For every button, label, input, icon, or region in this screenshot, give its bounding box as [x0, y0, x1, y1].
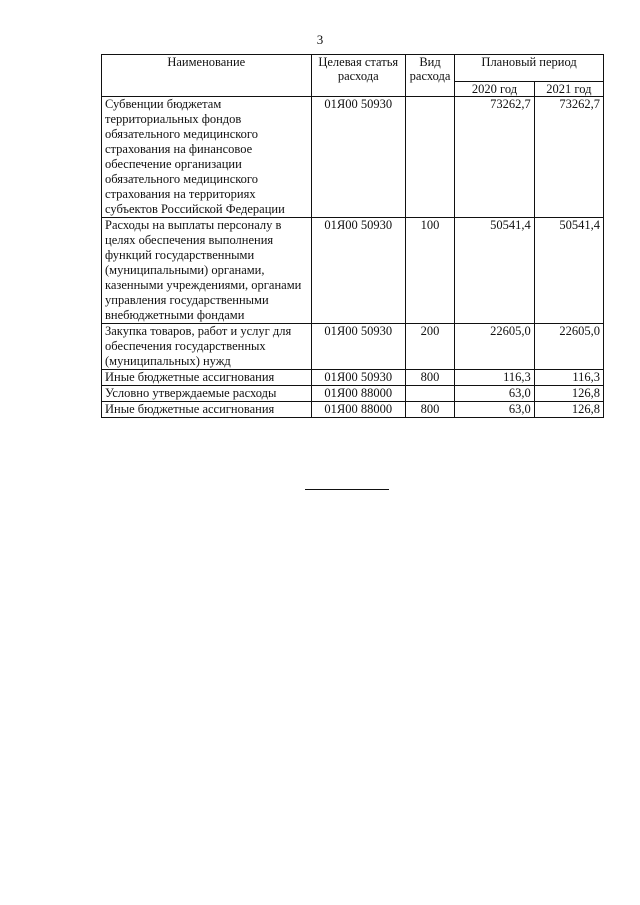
header-year-2020: 2020 год [455, 82, 535, 97]
row-code: 01Я00 88000 [311, 386, 405, 402]
row-code: 01Я00 50930 [311, 324, 405, 370]
table-row [102, 97, 604, 218]
row-kind: 200 [405, 324, 454, 370]
row-kind: 800 [405, 402, 454, 418]
table-row [102, 386, 604, 402]
row-value-2020: 22605,0 [455, 324, 535, 370]
row-code: 01Я00 88000 [311, 402, 405, 418]
row-value-2021: 116,3 [534, 370, 603, 386]
budget-table [101, 54, 604, 418]
row-value-2020: 63,0 [455, 386, 535, 402]
header-period: Плановый период [455, 55, 604, 82]
row-code: 01Я00 50930 [311, 97, 405, 218]
row-value-2020: 50541,4 [455, 218, 535, 324]
row-value-2021: 126,8 [534, 402, 603, 418]
table-row [102, 324, 604, 370]
header-year-2021: 2021 год [534, 82, 603, 97]
row-value-2020: 73262,7 [455, 97, 535, 218]
table-row [102, 218, 604, 324]
row-kind [405, 386, 454, 402]
header-kind: Вид расхода [405, 55, 454, 97]
row-name: Расходы на выплаты персоналу в целях обеспечения выполнения функций государственными (муниципальными) органами, казенными учреждениями, органами управления государственными внебюджетными фондами [102, 218, 312, 324]
header-name: Наименование [102, 55, 312, 97]
end-divider-line [305, 489, 389, 490]
row-code: 01Я00 50930 [311, 218, 405, 324]
row-kind: 100 [405, 218, 454, 324]
table-row [102, 402, 604, 418]
row-value-2021: 126,8 [534, 386, 603, 402]
row-name: Иные бюджетные ассигнования [102, 370, 312, 386]
row-value-2021: 50541,4 [534, 218, 603, 324]
row-code: 01Я00 50930 [311, 370, 405, 386]
row-kind: 800 [405, 370, 454, 386]
row-value-2021: 73262,7 [534, 97, 603, 218]
row-value-2021: 22605,0 [534, 324, 603, 370]
row-name: Иные бюджетные ассигнования [102, 402, 312, 418]
table-header-row [102, 55, 604, 82]
row-name: Закупка товаров, работ и услуг для обеспечения государственных (муниципальных) нужд [102, 324, 312, 370]
row-name: Условно утверждаемые расходы [102, 386, 312, 402]
table-row [102, 370, 604, 386]
row-value-2020: 63,0 [455, 402, 535, 418]
page-number: 3 [316, 32, 324, 47]
row-kind [405, 97, 454, 218]
row-value-2020: 116,3 [455, 370, 535, 386]
header-code: Целевая статья расхода [311, 55, 405, 97]
row-name: Субвенции бюджетам территориальных фондов обязательного медицинского страхования на финансовое обеспечение организации обязательного медицинского страхования на территориях субъектов Российской Федерации [102, 97, 312, 218]
